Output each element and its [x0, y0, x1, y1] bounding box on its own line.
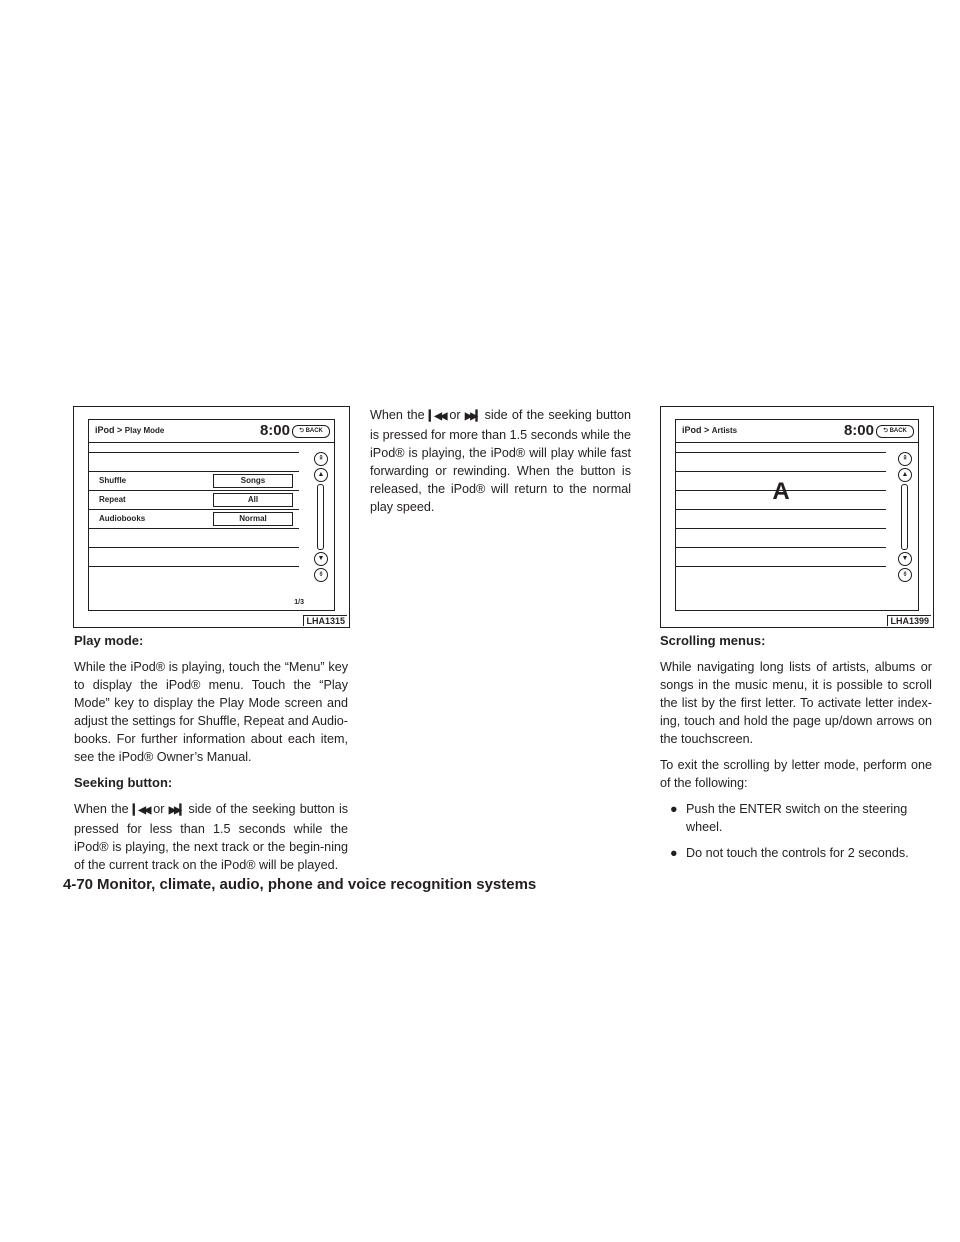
- scroll-up-icon: ▲: [898, 468, 912, 482]
- repeat-value: All: [213, 493, 293, 507]
- seek-back-icon: ▎◀◀: [132, 805, 150, 816]
- middle-column: [370, 406, 631, 524]
- play-mode-heading: Play mode:: [74, 633, 144, 648]
- list-row: [676, 509, 886, 528]
- page-up-icon: ⇞: [314, 452, 328, 466]
- scroll-track: [317, 484, 324, 550]
- seeking-paragraph-short-press: When the ▎◀◀ or ▶▶▎ side of the seeking button is pressed for less than 1.5 seconds while the iPod® is playing, the next track or the begin-ning of the current track on the iPod® will be played.: [74, 802, 349, 872]
- list-row-blank: [89, 452, 299, 471]
- index-letter: A: [772, 478, 790, 505]
- scrolling-menus-heading: Scrolling menus:: [660, 633, 766, 648]
- screen-header: [89, 420, 334, 443]
- seeking-paragraph-long-press: When the ▎◀◀ or ▶▶▎ side of the seeking button is pressed for more than 1.5 seconds while the iPod® is playing, the iPod® will play while fast forwarding or rewinding. When the button is released, the iPod® will return to the normal play speed.: [370, 408, 632, 514]
- left-column: [74, 632, 348, 882]
- list-row: [676, 528, 886, 547]
- play-mode-figure: [73, 406, 350, 628]
- clock: 8:00: [259, 422, 290, 439]
- clock: 8:00: [843, 422, 874, 439]
- back-button: ⮌ BACK: [292, 425, 330, 438]
- list-row-repeat: Repeat All: [89, 490, 299, 509]
- list-row-blank: [89, 528, 299, 547]
- back-button: ⮌ BACK: [876, 425, 914, 438]
- scroll-down-icon: ▼: [314, 552, 328, 566]
- page-footer: [63, 876, 536, 893]
- scroll-track: [901, 484, 908, 550]
- chapter-title: Monitor, climate, audio, phone and voice recognition systems: [97, 876, 537, 893]
- figure-code: LHA1399: [887, 615, 931, 626]
- exit-scrolling-paragraph: To exit the scrolling by letter mode, perform one of the following:: [660, 758, 932, 790]
- bullet-item: ● Do not touch the controls for 2 seconds.: [670, 846, 909, 860]
- bullet-item: ● Push the ENTER switch on the steering wheel.: [670, 802, 908, 834]
- shuffle-value: Songs: [213, 474, 293, 488]
- list-row-audiobooks: Audiobooks Normal: [89, 509, 299, 528]
- screen-title: iPod > Play Mode: [95, 425, 165, 435]
- page-down-icon: ⇟: [898, 568, 912, 582]
- screen-header: [676, 420, 918, 443]
- ipod-artists-screen: [675, 419, 919, 611]
- seek-forward-icon: ▶▶▎: [168, 805, 185, 816]
- seeking-button-heading: Seeking button:: [74, 775, 173, 790]
- seek-back-icon: ▎◀◀: [428, 411, 446, 422]
- screen-title: iPod > Artists: [682, 425, 738, 435]
- figure-code: LHA1315: [303, 615, 347, 626]
- list-row: [676, 547, 886, 567]
- scroll-controls: [314, 452, 328, 582]
- scrolling-paragraph: While navigating long lists of artists, albums or songs in the music menu, it is possible to scroll the list by the first letter. To activate letter index-ing, touch and hold the page up/down arrows on the touchscreen.: [660, 660, 932, 746]
- artist-list: [676, 452, 886, 567]
- page-indicator: 1/3: [294, 599, 304, 606]
- seek-forward-icon: ▶▶▎: [464, 411, 481, 422]
- artists-figure: [660, 406, 934, 628]
- ipod-play-mode-screen: [88, 419, 335, 611]
- page-number: 4-70: [63, 876, 94, 893]
- scroll-controls: [898, 452, 912, 582]
- scroll-down-icon: ▼: [898, 552, 912, 566]
- settings-list: [89, 452, 299, 567]
- right-column: [660, 632, 932, 870]
- bullet-icon: ●: [670, 846, 678, 860]
- list-row-shuffle: Shuffle Songs: [89, 471, 299, 490]
- list-row: [676, 452, 886, 471]
- bullet-icon: ●: [670, 802, 678, 816]
- page-up-icon: ⇞: [898, 452, 912, 466]
- audiobooks-value: Normal: [213, 512, 293, 526]
- list-row-blank: [89, 547, 299, 567]
- page-down-icon: ⇟: [314, 568, 328, 582]
- play-mode-paragraph: While the iPod® is playing, touch the “Menu” key to display the iPod® menu. Touch the “Play Mode” key to display the Play Mode screen and adjust the settings for Shuffle, Repeat and Audio-books. For further information about each item, see the iPod® Owner’s Manual.: [74, 660, 348, 764]
- scroll-up-icon: ▲: [314, 468, 328, 482]
